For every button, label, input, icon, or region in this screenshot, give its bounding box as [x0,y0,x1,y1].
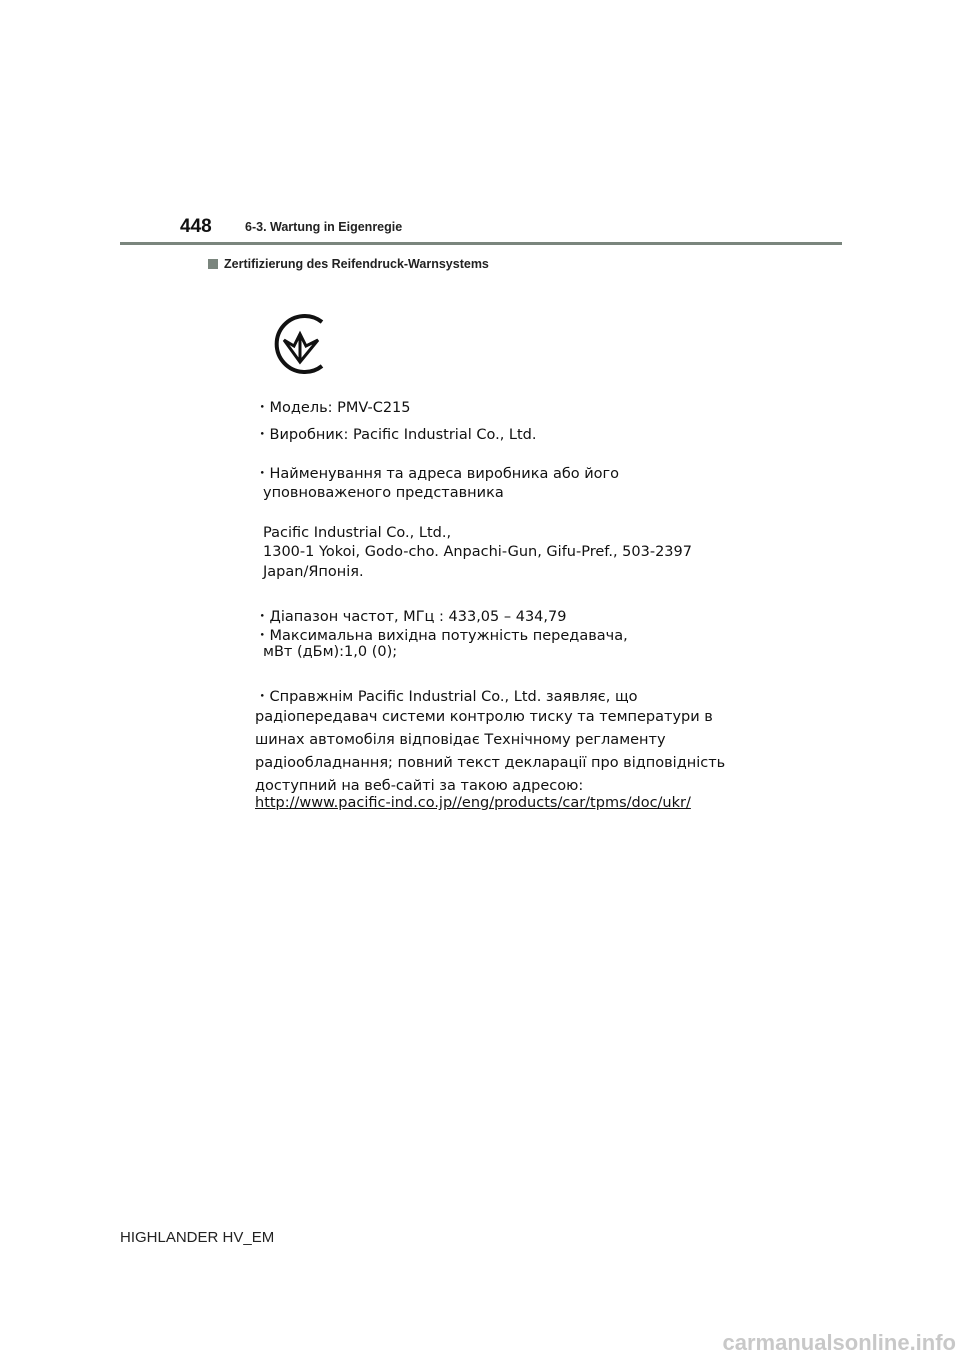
name-address-line-2: уповноваженого представника [263,485,504,501]
declaration-line-2: радіопередавач системи контролю тиску та температури в [255,709,713,725]
company-line: Pacific Industrial Co., Ltd., [263,525,452,541]
declaration-line-1: ・Справжнім Pacific Industrial Co., Ltd. заявляє, що [255,689,638,705]
power-line-2: мВт (дБм):1,0 (0); [263,644,398,660]
model-line: ・Модель: PMV-C215 [255,400,411,416]
frequency-line: ・Діапазон частот, МГц : 433,05 – 434,79 [255,609,567,625]
address-line: 1300-1 Yokoi, Godo-cho. Anpachi-Gun, Gifu-Pref., 503-2397 [263,544,692,560]
subheading [208,257,489,271]
declaration-line-4: радіообладнання; повний текст декларації про відповідність [255,755,726,771]
ukrainian-conformity-mark-icon [266,310,334,378]
watermark-site: carmanualsonline.info [722,1330,956,1355]
name-address-line: ・Найменування та адреса виробника або його [255,466,620,482]
country-line: Japan/Японія. [263,564,364,580]
declaration-line-3: шинах автомобіля відповідає Технічному регламенту [255,732,666,748]
footer-model: HIGHLANDER HV_EM [120,1229,275,1246]
subheading-text: Zertifizierung des Reifendruck-Warnsystems [224,257,489,271]
page-number: 448 [180,216,212,237]
power-line: ・Максимальна вихідна потужність передавача, [255,628,628,644]
section-title: 6-3. Wartung in Eigenregie [245,220,403,234]
header-divider [120,242,842,245]
declaration-line-5: доступний на веб-сайті за такою адресою: [255,778,584,794]
declaration-url-link[interactable]: http://www.pacific-ind.co.jp//eng/products/car/tpms/doc/ukr/ [255,795,691,811]
manufacturer-line: ・Виробник: Pacific Industrial Co., Ltd. [255,427,537,443]
square-bullet-icon [208,259,218,269]
